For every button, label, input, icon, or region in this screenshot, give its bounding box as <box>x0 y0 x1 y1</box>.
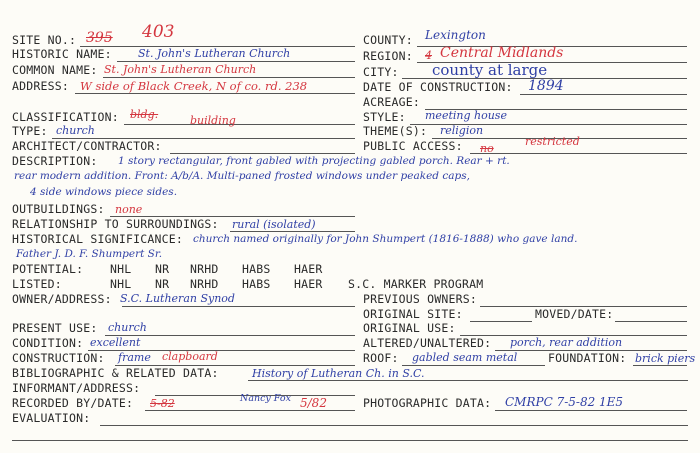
altered-label: ALTERED/UNALTERED: <box>363 336 492 350</box>
architect-line <box>170 153 355 154</box>
extra-line <box>12 440 688 441</box>
present-use-line <box>105 335 355 336</box>
county-label: COUNTY: <box>363 33 413 47</box>
construction-line <box>115 365 355 366</box>
historic-name-value: St. John's Lutheran Church <box>138 47 291 60</box>
potential-nhl: NHL <box>110 262 132 276</box>
potential-label: POTENTIAL: <box>12 262 84 276</box>
classification-line <box>124 124 355 125</box>
outbuildings-line <box>110 216 355 217</box>
public-access-line <box>470 153 687 154</box>
historic-name-line <box>117 61 355 62</box>
address-line <box>75 93 355 94</box>
potential-nr: NR <box>155 262 170 276</box>
construction-label: CONSTRUCTION: <box>12 351 105 365</box>
common-name-line <box>103 77 355 78</box>
bibliographic-line <box>248 380 688 381</box>
themes-label: THEME(S): <box>363 124 428 138</box>
previous-owners-label: PREVIOUS OWNERS: <box>363 292 477 306</box>
themes-value: religion <box>440 124 484 137</box>
listed-habs: HABS <box>242 277 271 291</box>
potential-nrhd: NRHD <box>190 262 219 276</box>
date-construction-line <box>520 94 687 95</box>
architect-label: ARCHITECT/CONTRACTOR: <box>12 139 162 153</box>
description-line-2: rear modern addition. Front: A/b/A. Multi-paned frosted windows under peaked caps, <box>14 170 470 182</box>
photographic-label: PHOTOGRAPHIC DATA: <box>363 396 492 410</box>
relationship-line <box>230 231 355 232</box>
recorded-line <box>145 410 355 411</box>
roof-line <box>402 365 545 366</box>
description-line-1: 1 story rectangular, front gabled with projecting gabled porch. Rear + rt. <box>118 155 510 167</box>
region-value: Central Midlands <box>440 45 564 61</box>
significance-line-1: church named originally for John Shumpert (1816-1888) who gave land. <box>193 233 578 245</box>
public-access-label: PUBLIC ACCESS: <box>363 139 463 153</box>
construction-value-b: clapboard <box>162 350 218 363</box>
address-label: ADDRESS: <box>12 79 69 93</box>
type-value: church <box>56 124 95 137</box>
recorded-old: 5-82 <box>150 397 175 410</box>
outbuildings-value: none <box>115 203 143 216</box>
type-label: TYPE: <box>12 124 48 138</box>
listed-nhl: NHL <box>110 277 132 291</box>
description-label: DESCRIPTION: <box>12 154 98 168</box>
relationship-value: rural (isolated) <box>232 218 316 231</box>
outbuildings-label: OUTBUILDINGS: <box>12 202 105 216</box>
original-use-label: ORIGINAL USE: <box>363 321 456 335</box>
style-value: meeting house <box>425 109 507 122</box>
original-site-label: ORIGINAL SITE: <box>363 307 463 321</box>
foundation-value: brick piers <box>635 352 696 365</box>
recorded-name: Nancy Fox <box>240 393 291 404</box>
county-value: Lexington <box>425 28 486 42</box>
owner-line <box>122 306 355 307</box>
significance-line-2: Father J. D. F. Shumpert Sr. <box>16 248 163 260</box>
relationship-label: RELATIONSHIP TO SURROUNDINGS: <box>12 217 219 231</box>
classification-old: bldg. <box>130 108 159 121</box>
city-value: county at large <box>432 61 548 79</box>
evaluation-label: EVALUATION: <box>12 411 91 425</box>
date-construction-value: 1894 <box>528 78 564 94</box>
marker-program-label: S.C. MARKER PROGRAM <box>348 277 484 291</box>
significance-label: HISTORICAL SIGNIFICANCE: <box>12 232 183 246</box>
listed-haer: HAER <box>294 277 323 291</box>
present-use-label: PRESENT USE: <box>12 321 98 335</box>
recorded-date: 5/82 <box>300 396 327 410</box>
acreage-label: ACREAGE: <box>363 95 420 109</box>
address-value: W side of Black Creek, N of co. rd. 238 <box>80 79 308 93</box>
construction-value-a: frame <box>118 351 151 364</box>
roof-label: ROOF: <box>363 351 399 365</box>
listed-nr: NR <box>155 277 170 291</box>
description-line-3: 4 side windows piece sides. <box>30 186 178 198</box>
public-access-old: no <box>480 142 494 155</box>
foundation-line <box>633 365 687 366</box>
historic-name-label: HISTORIC NAME: <box>12 47 112 61</box>
bibliographic-label: BIBLIOGRAPHIC & RELATED DATA: <box>12 366 219 380</box>
date-construction-label: DATE OF CONSTRUCTION: <box>363 80 513 94</box>
evaluation-line <box>100 425 688 426</box>
site-no-label: SITE NO.: <box>12 33 77 47</box>
recorded-by-label: RECORDED BY/DATE: <box>12 396 134 410</box>
site-no-old: 395 <box>86 30 113 46</box>
owner-label: OWNER/ADDRESS: <box>12 292 112 306</box>
moved-date-line <box>615 321 687 322</box>
classification-label: CLASSIFICATION: <box>12 110 119 124</box>
potential-habs: HABS <box>242 262 271 276</box>
listed-nrhd: NRHD <box>190 277 219 291</box>
potential-haer: HAER <box>294 262 323 276</box>
listed-label: LISTED: <box>12 277 62 291</box>
type-line <box>52 138 355 139</box>
style-label: STYLE: <box>363 110 406 124</box>
informant-label: INFORMANT/ADDRESS: <box>12 381 141 395</box>
original-site-line <box>470 321 532 322</box>
condition-label: CONDITION: <box>12 336 84 350</box>
region-old: 4 <box>425 49 432 62</box>
condition-value: excellent <box>90 336 141 349</box>
photographic-value: CMRPC 7-5-82 1E5 <box>505 395 624 409</box>
classification-value: building <box>190 114 236 127</box>
present-use-value: church <box>108 321 147 334</box>
bibliographic-value: History of Lutheran Ch. in S.C. <box>252 367 425 380</box>
region-label: REGION: <box>363 49 413 63</box>
common-name-value: St. John's Lutheran Church <box>104 63 257 76</box>
roof-value: gabled seam metal <box>412 351 518 364</box>
owner-value: S.C. Lutheran Synod <box>120 292 235 305</box>
foundation-label: FOUNDATION: <box>548 351 627 365</box>
moved-date-label: MOVED/DATE: <box>535 307 614 321</box>
photographic-line <box>495 410 687 411</box>
public-access-value: restricted <box>525 135 580 148</box>
altered-value: porch, rear addition <box>510 336 623 349</box>
common-name-label: COMMON NAME: <box>12 63 98 77</box>
previous-owners-line <box>480 306 687 307</box>
altered-line <box>495 350 687 351</box>
city-label: CITY: <box>363 65 399 79</box>
site-no-value: 403 <box>142 22 175 42</box>
